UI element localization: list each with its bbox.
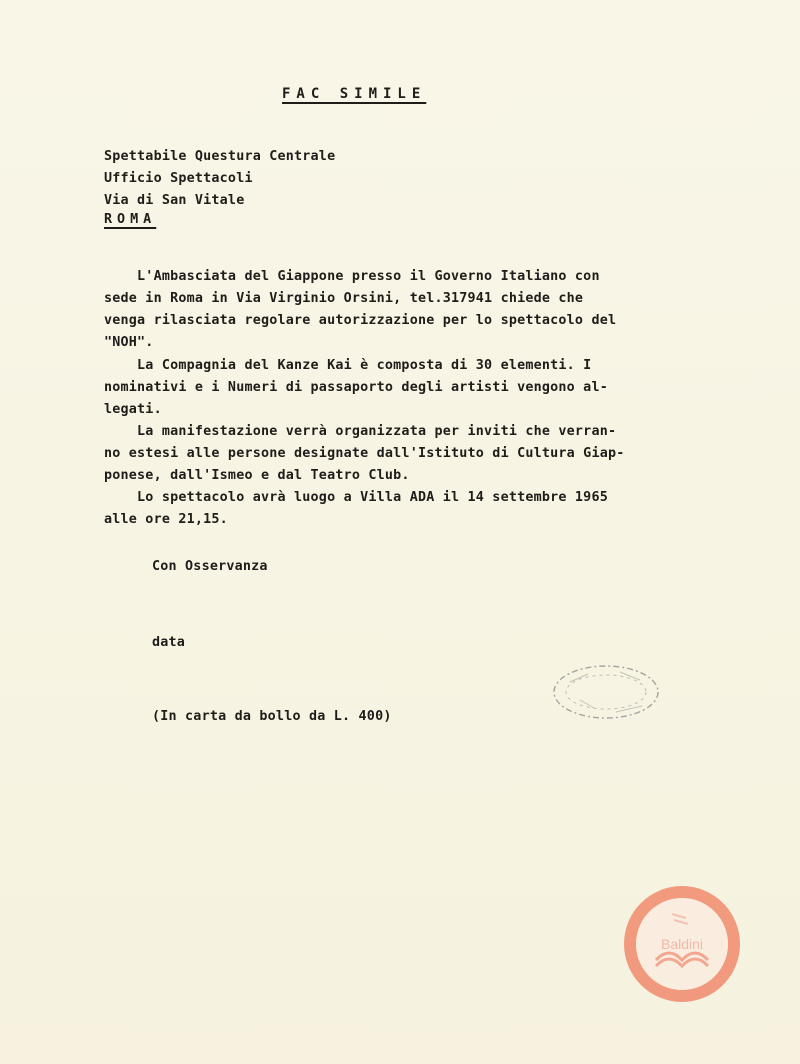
recipient-city: ROMA (104, 212, 157, 227)
paragraph-company: La Compagnia del Kanze Kai è composta di 30 elementi. I nominativi e i Numeri di passaporto degli artisti vengono al- legati. (104, 358, 608, 417)
recipient-address: Spettabile Questura Centrale Ufficio Spettacoli Via di San Vitale (104, 149, 336, 208)
paragraph-event: La manifestazione verrà organizzata per inviti che verran- no estesi alle persone designate dall'Istituto di Cultura Giap- ponese, dall'Ismeo e dal Teatro Club. (104, 424, 625, 483)
library-logo (622, 884, 742, 1004)
closing-salutation: Con Osservanza (152, 559, 268, 574)
stamp-duty-note: (In carta da bollo da L. 400) (152, 709, 392, 724)
date-label: data (152, 635, 186, 650)
document-title: FAC SIMILE (282, 86, 427, 102)
logo-wordmark: Baldini (660, 936, 704, 952)
paragraph-schedule: Lo spettacolo avrà luogo a Villa ADA il 14 settembre 1965 alle ore 21,15. (104, 490, 608, 527)
ink-stamp-icon (550, 660, 662, 724)
paragraph-request: L'Ambasciata del Giappone presso il Governo Italiano con sede in Roma in Via Virginio Orsini, tel.317941 chiede che venga rilasciata regolare autorizzazione per lo spettacolo del "NOH". (104, 269, 617, 350)
